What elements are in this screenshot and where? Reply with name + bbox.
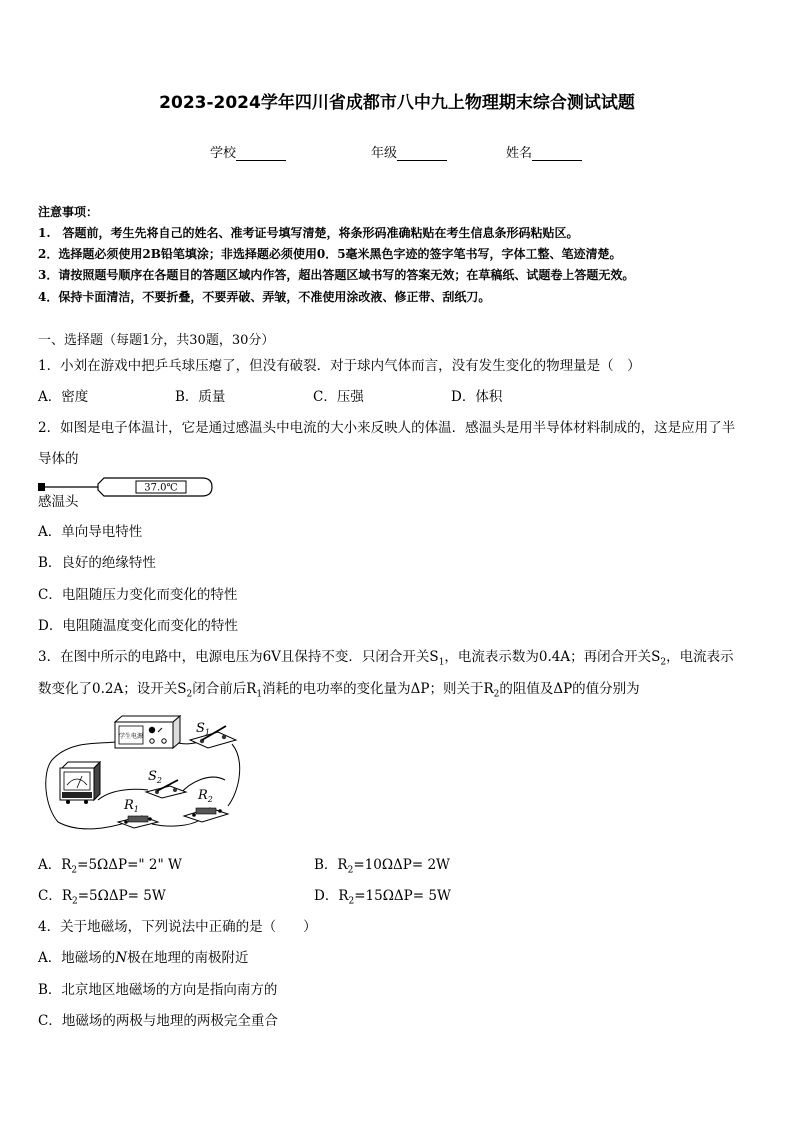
wire — [98, 789, 148, 800]
q3-option-d[interactable]: D．$R_2=15\Omega\Delta P= 5W$ — [314, 888, 451, 907]
school-blank[interactable] — [236, 148, 286, 161]
supply-label: 学生电源 — [118, 733, 144, 740]
s1-label: $S_1$ — [196, 721, 210, 737]
power-supply — [115, 716, 180, 748]
wire — [152, 820, 200, 826]
q1-option-d[interactable]: D．体积 — [451, 389, 503, 405]
q4-option-b[interactable]: B．北京地区地磁场的方向是指向南方的 — [38, 982, 278, 998]
question-4-stem: 4．关于地磁场，下列说法中正确的是（ ） — [38, 919, 317, 935]
wire — [228, 744, 240, 806]
name-field[interactable] — [506, 142, 582, 161]
page-title: 2023-2024学年四川省成都市八中九上物理期末综合测试试题 — [159, 93, 635, 113]
thermometer-reading: 37.0℃ — [144, 482, 178, 494]
notice-item: 3．请按照题号顺序在各题目的答题区域内作答，超出答题区域书写的答案无效；在草稿纸、试题卷上答题无效。 — [38, 268, 635, 282]
question-2-stem: 2．如图是电子体温计，它是通过感温头中电流的大小来反映人的体温．感温头是用半导体材料制成的，这是应用了半 — [38, 420, 736, 436]
q2-option-a[interactable]: A．单向导电特性 — [38, 524, 143, 540]
q1-option-a[interactable]: A．密度 — [38, 389, 89, 405]
grade-field[interactable] — [371, 142, 447, 161]
question-2-stem-cont: 导体的 — [38, 451, 79, 467]
probe-label: 感温头 — [38, 494, 79, 510]
q2-option-d[interactable]: D．电阻随温度变化而变化的特性 — [38, 618, 238, 634]
r1-label: $R_1$ — [124, 798, 139, 814]
school-label: 学校 — [210, 146, 237, 161]
q1-option-c[interactable]: C．压强 — [313, 389, 364, 405]
grade-label: 年级 — [371, 146, 398, 161]
notice-heading: 注意事项： — [38, 205, 99, 219]
q2-option-b[interactable]: B．良好的绝缘特性 — [38, 555, 156, 571]
s2-label: $S_2$ — [148, 769, 162, 785]
question-3-stem: 3．在图中所示的电路中，电源电压为6V且保持不变．只闭合开关$S_1$，电流表示数为0.4A；再闭合开关$S_2$，电流表示 — [38, 649, 734, 668]
q2-option-c[interactable]: C．电阻随压力变化而变化的特性 — [38, 587, 238, 603]
q4-option-c[interactable]: C．地磁场的两极与地理的两极完全重合 — [38, 1013, 278, 1029]
q3-option-b[interactable]: B．$R_2=10\Omega\Delta P= 2W$ — [314, 857, 450, 876]
notice-item: 1. 答题前，考生先将自己的姓名、准考证号填写清楚，将条形码准确粘贴在考生信息条形码粘贴区。 — [38, 226, 579, 240]
r2-label: $R_2$ — [198, 788, 213, 804]
q4-option-a[interactable]: A．地磁场的N极在地理的南极附近 — [38, 950, 249, 966]
notice-item: 2．选择题必须使用2B铅笔填涂；非选择题必须使用0．5毫米黑色字迹的签字笔书写，字体工整、笔迹清楚。 — [38, 247, 622, 261]
question-1-stem: 1．小刘在游戏中把乒乓球压瘪了，但没有破裂．对于球内气体而言，没有发生变化的物理量是（ ） — [38, 358, 641, 374]
name-label: 姓名 — [506, 146, 533, 161]
section-heading: 一、选择题（每题1分，共30题，30分） — [38, 333, 275, 348]
notice-item: 4．保持卡面清洁，不要折叠，不要弄破、弄皱，不准使用涂改液、修正带、刮纸刀。 — [38, 290, 491, 304]
circuit-diagram — [40, 710, 250, 836]
school-field[interactable] — [210, 142, 286, 161]
q3-option-c[interactable]: C．$R_2=5\Omega\Delta P= 5W$ — [38, 888, 166, 907]
resistor-r1 — [118, 816, 158, 828]
question-3-stem-cont: 数变化了0.2A；设开关$S_2$闭合前后$R_1$消耗的电功率的变化量为ΔP；则关于$R_2$的阻值及ΔP的值分别为 — [38, 681, 640, 700]
resistor-r2 — [184, 808, 228, 822]
ammeter — [60, 762, 100, 804]
name-blank[interactable] — [532, 148, 582, 161]
grade-blank[interactable] — [397, 148, 447, 161]
q1-option-b[interactable]: B．质量 — [175, 389, 226, 405]
q3-option-a[interactable]: A．$R_2=5\Omega\Delta P=$" 2" W — [38, 857, 182, 876]
